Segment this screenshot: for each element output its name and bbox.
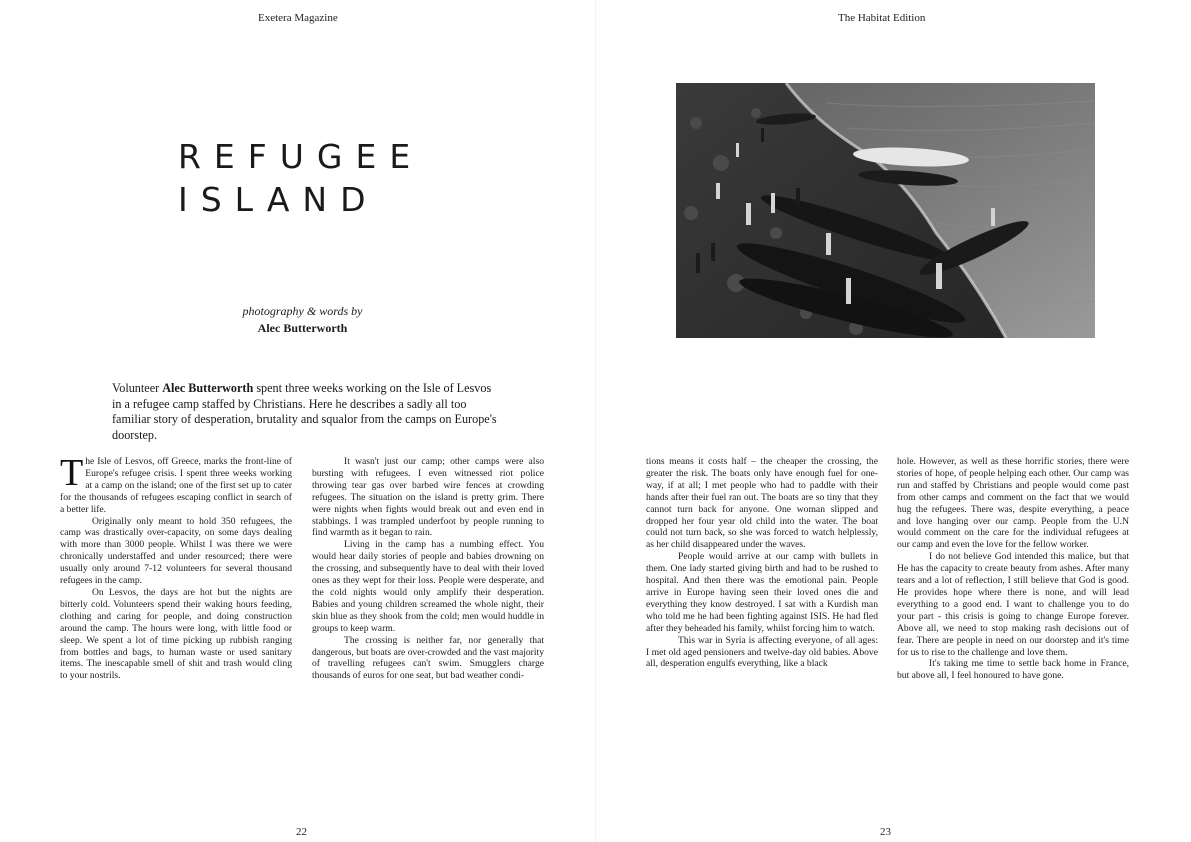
paragraph: This war in Syria is affecting everyone, of all ages: I met old aged pensioners and twelve-day old babies. Above all, desperation engulfs everything, like a black [646, 634, 878, 670]
paragraph: It's taking me time to settle back home in France, but above all, I feel honoured to have gone. [897, 658, 1129, 682]
paragraph: People would arrive at our camp with bullets in them. One lady started giving birth and had to be rushed to hospital. And then there was the emotional pain. People arrive in Europe having seen their loved ones die and everything they know destroyed. I sat with a Kurdish man who told me he had been fighting against ISIS. He had fled after they beheaded his family, whilst forcing him to watch. [646, 551, 878, 634]
title-line-1: REFUGEE [178, 137, 424, 176]
page-number-left: 22 [296, 826, 307, 838]
photo-credit: photography & words by [242, 304, 363, 318]
byline [200, 303, 405, 337]
author-name: Alec Butterworth [257, 321, 348, 335]
beach-photo [676, 83, 1095, 338]
paragraph: Originally only meant to hold 350 refugees, the camp was drastically over-capacity, on some days dealing with more than 3000 people. Whilst I was there we were chronically understaffed and under resourced; there were usually only around 7-12 volunteers for several thousand refugees in the camp. [60, 515, 292, 587]
paragraph: It wasn't just our camp; other camps were also bursting with refugees. I even witnessed riot police throwing tear gas over barbed wire fences at crowding refugees. The situation on the island is pretty grim. There were nights when fights would break out and even end in stabbings. I was trampled underfoot by people running to find warmth as it began to rain. [312, 456, 544, 539]
paragraph [60, 452, 292, 516]
page-number-right: 23 [880, 826, 891, 838]
body-column-4 [897, 456, 1129, 682]
standfirst-author: Alec Butterworth [162, 381, 254, 395]
beach-photo-graphic [676, 83, 1095, 338]
paragraph: On Lesvos, the days are hot but the nights are bitterly cold. Volunteers spend their waking hours feeding, clothing and caring for people, and doing construction around the camp. The hours were long, with little food or sleep. We spent a lot of time picking up rubbish ranging from bottles and bags, to human waste or used sanitary items. The inescapable smell of shit and trash would cling to your nostrils. [60, 586, 292, 682]
standfirst-body: spent three weeks working on the Isle of Lesvos in a refugee camp staffed by Christians. Here he describes a sadly all too familiar story of desperation, brutality and squalor from the camps on Europe's doorstep. [112, 381, 497, 442]
title-line-2: ISLAND [178, 180, 379, 219]
running-head-right: The Habitat Edition [838, 12, 926, 24]
right-page [596, 0, 1191, 842]
paragraph: hole. However, as well as these horrific stories, there were stories of hope, of people helping each other. Our camp was run and staffed by Christians and people would come past from other camps and comment on the fact that we would hug the refugees. There was, despite everything, a peace and love hanging over our camp. People from the U.N would comment on the care for the individual refugees at our camp and even the love for the fellow worker. [897, 456, 1129, 551]
running-head-left: Exetera Magazine [258, 12, 338, 24]
paragraph: tions means it costs half – the cheaper the crossing, the greater the risk. The boats only have enough fuel for one-way, if at all; I met people who had to paddle with their hands after their fuel ran out. The boats are so tiny that they cannot turn back for anyone. One woman slipped and dropped her four year old child into the water. The boat could not turn back, so she was forced to watch helplessly, as her child disappeared under the waves. [646, 456, 878, 551]
body-column-1 [60, 452, 292, 682]
left-page [0, 0, 595, 842]
paragraph: Living in the camp has a numbing effect. You would hear daily stories of people and babies drowning on the crossing, and subsequently have to deal with their loved ones as they wept for their loss. People were desperate, and the cold nights would only amplify their desperation. Babies and young children screamed the whole night, their skin blue as they shook from the cold; men would huddle in groups to keep warm. [312, 539, 544, 634]
drop-cap: T [60, 452, 84, 494]
standfirst [112, 381, 498, 443]
body-column-3 [646, 456, 878, 670]
paragraph: The crossing is neither far, nor generally that dangerous, but boats are over-crowded and the vast majority of travelling refugees can't swim. Smugglers charge thousands of euros for one seat, but bad weather condi- [312, 634, 544, 682]
article-title [178, 135, 423, 221]
body-column-2 [312, 456, 544, 682]
paragraph: I do not believe God intended this malice, but that He has the capacity to create beauty from ashes. After many tears and a lot of reflection, I still believe that God is good. He provides hope where there is none, and will lead everything to a good end. I want to challenge you to do your part - this crisis is going to change Europe forever. Above all, we need to stop making rash decisions out of fear. There are people in need on our doorstep and it's time for us to rise to the challenge and love them. [897, 551, 1129, 658]
paragraph-text: he Isle of Lesvos, off Greece, marks the front-line of Europe's refugee crisis. I spent three weeks working at a camp on the island; one of the first set up to cater for the thousands of refugees escaping conflict in search of a better life. [60, 456, 292, 515]
standfirst-lead: Volunteer [112, 381, 163, 395]
